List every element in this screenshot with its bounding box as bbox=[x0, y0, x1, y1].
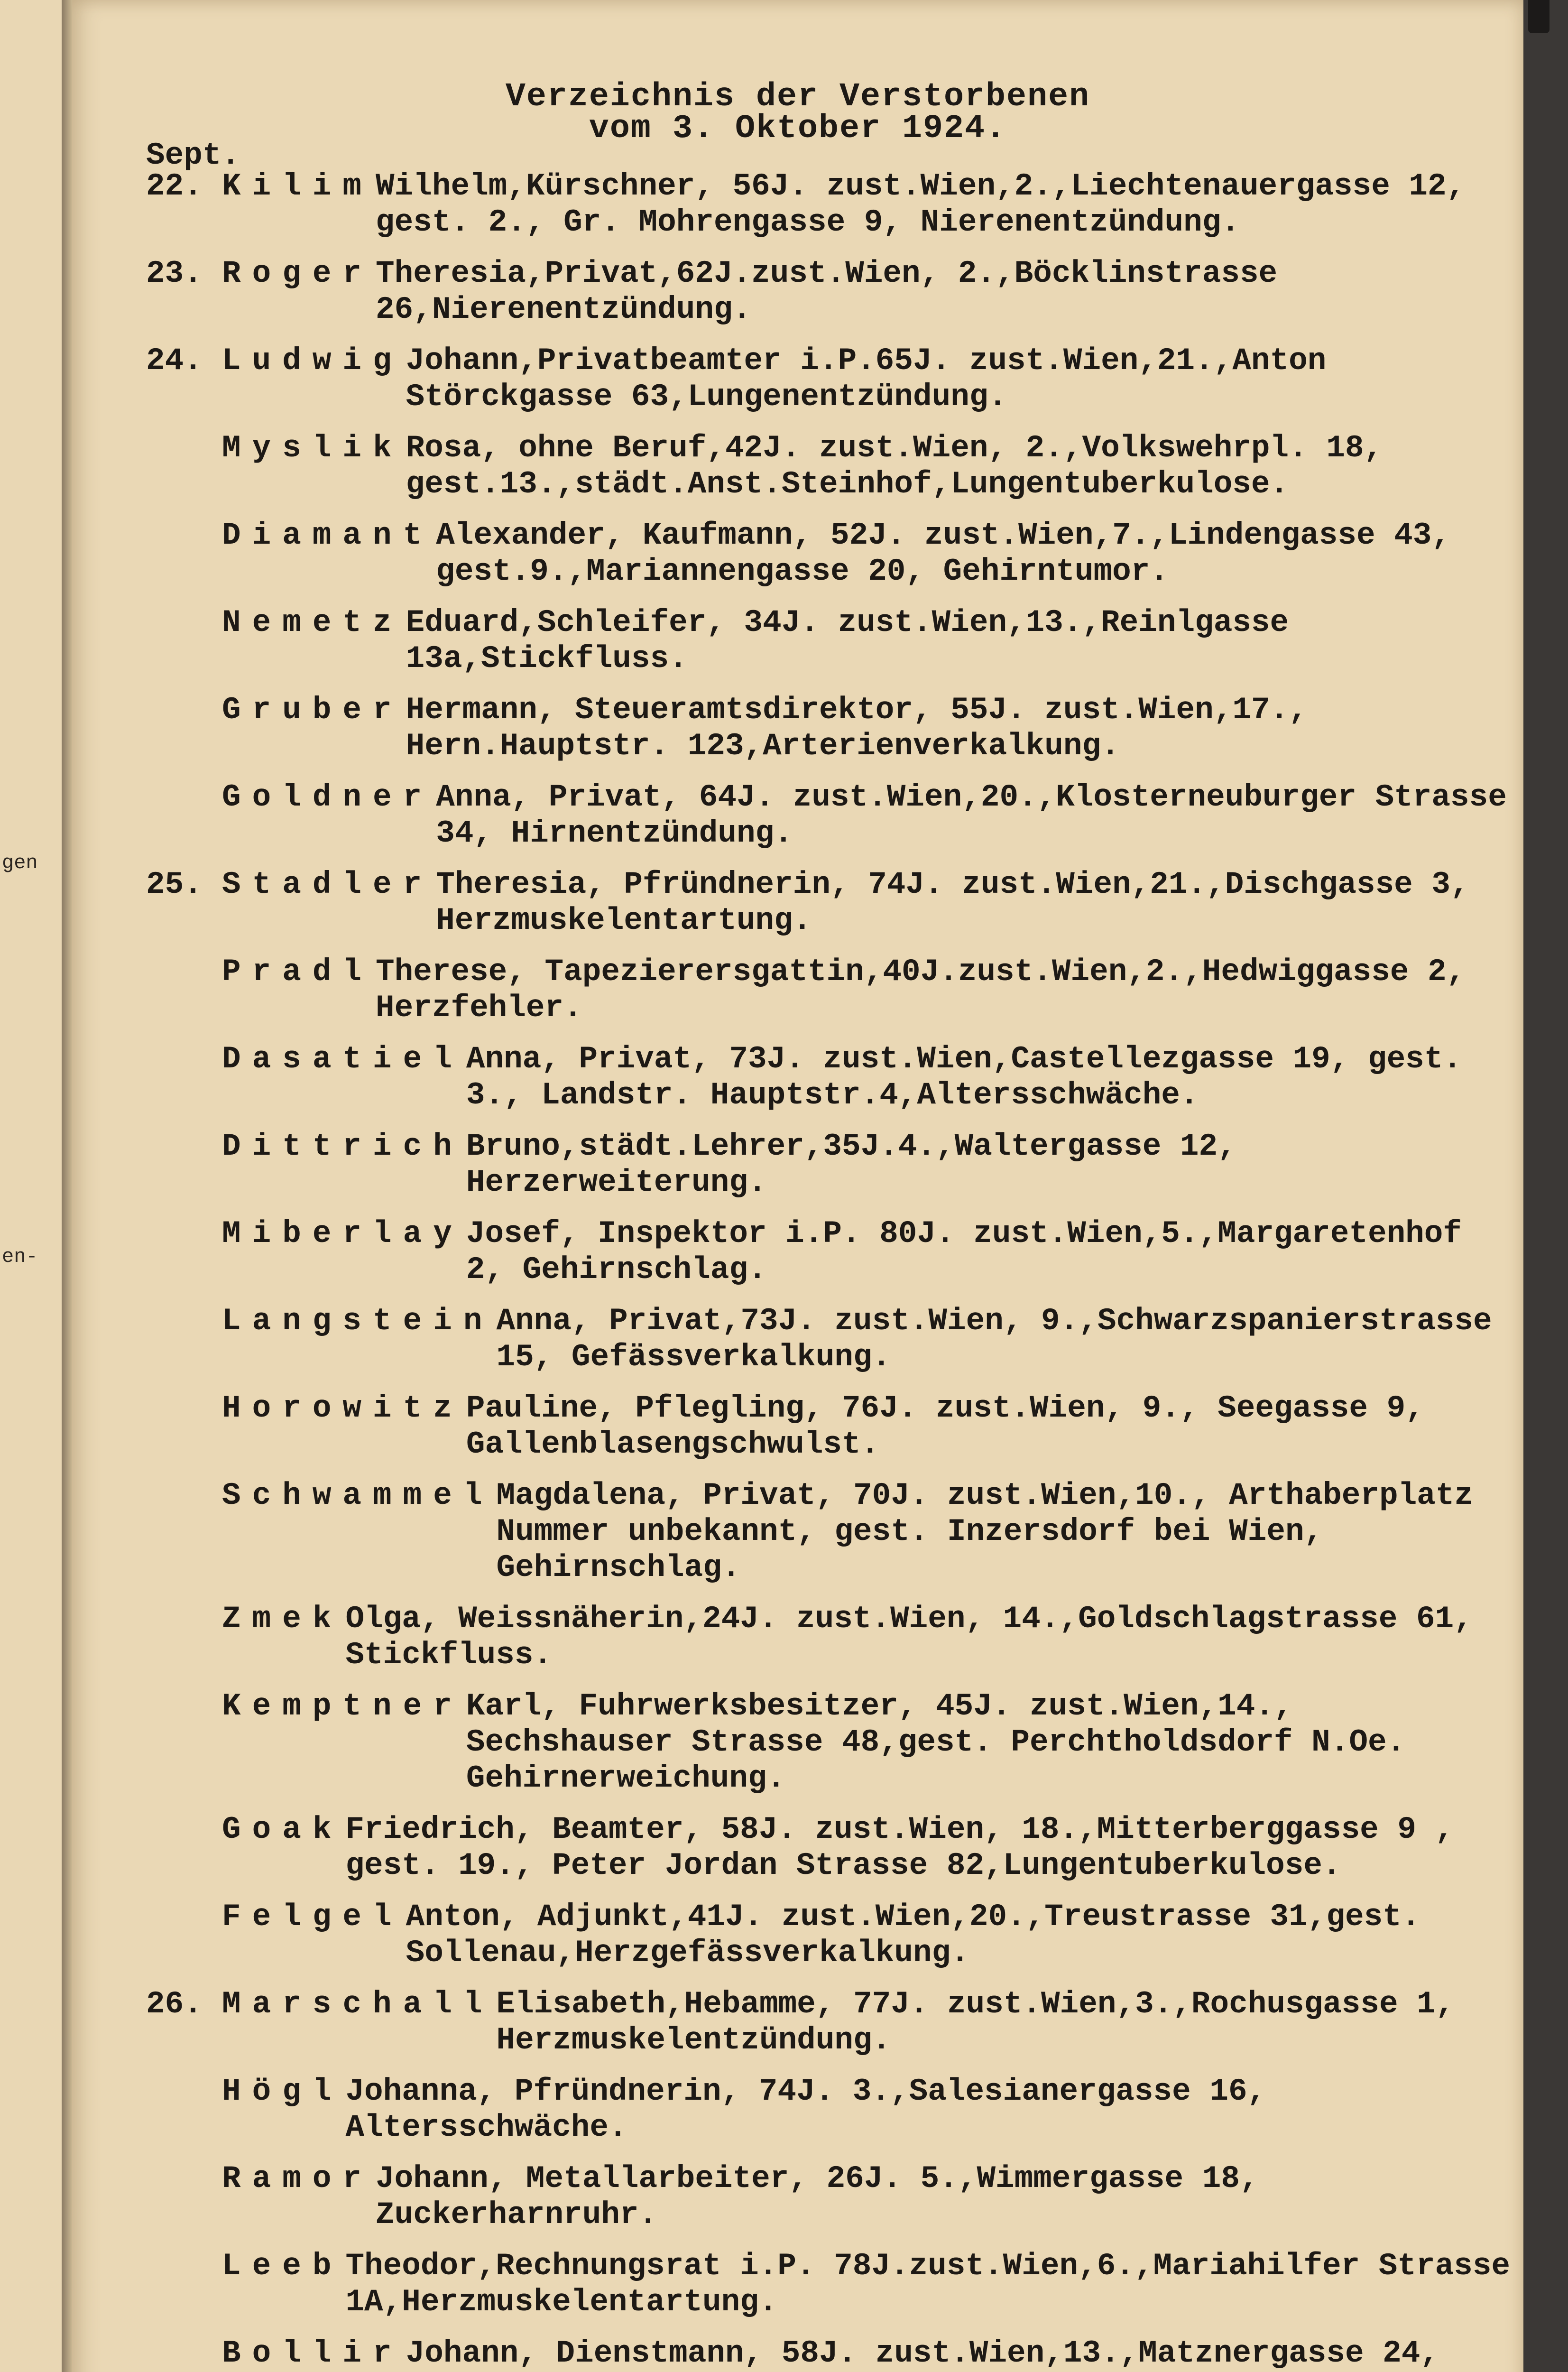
entry-surname: Miberlay bbox=[222, 1216, 463, 1251]
entry-details: Theresia,Privat,62J.zust.Wien, 2.,Böcklinstrasse 26,Nierenentzündung. bbox=[376, 256, 1278, 327]
document-page bbox=[72, 0, 1523, 2372]
entry-day bbox=[146, 1216, 222, 1288]
page-gutter bbox=[62, 0, 72, 2372]
register-entry bbox=[146, 1601, 1512, 1673]
register-entry bbox=[146, 2335, 1512, 2372]
register-entry bbox=[146, 1812, 1512, 1884]
register-entry bbox=[146, 779, 1512, 852]
entry-details: Rosa, ohne Beruf,42J. zust.Wien, 2.,Volkswehrpl. 18, gest.13.,städt.Anst.Steinhof,Lungentuberkulose. bbox=[406, 430, 1383, 502]
entry-surname: Ludwig bbox=[222, 343, 403, 379]
entry-day: 23. bbox=[146, 256, 203, 291]
entry-day bbox=[146, 518, 222, 590]
entry-day bbox=[146, 1899, 222, 1971]
register-entry bbox=[146, 954, 1512, 1026]
entry-surname: Felgel bbox=[222, 1899, 403, 1935]
entry-surname: Kemptner bbox=[222, 1688, 463, 1724]
entry-day bbox=[146, 1478, 222, 1586]
register-entry bbox=[146, 1986, 1512, 2058]
entry-day bbox=[146, 605, 222, 677]
register-entry bbox=[146, 1478, 1512, 1586]
register-entry bbox=[146, 867, 1512, 939]
entry-day bbox=[146, 1129, 222, 1201]
register-entry bbox=[146, 2161, 1512, 2233]
entry-day: 24. bbox=[146, 343, 203, 379]
entry-surname: Myslik bbox=[222, 430, 403, 466]
entry-day bbox=[146, 779, 222, 852]
entry-details: Wilhelm,Kürschner, 56J. zust.Wien,2.,Liechtenauergasse 12, gest. 2., Gr. Mohrengasse 9, Nierenentzündung. bbox=[376, 168, 1466, 240]
register-entry bbox=[146, 343, 1512, 415]
entry-details: Olga, Weissnäherin,24J. zust.Wien, 14.,Goldschlagstrasse 61, Stickfluss. bbox=[345, 1601, 1473, 1673]
register-entry bbox=[146, 1129, 1512, 1201]
previous-page-fragment: en- bbox=[2, 1245, 38, 1268]
entry-details: Anna, Privat,73J. zust.Wien, 9.,Schwarzspanierstrasse 15, Gefässverkalkung. bbox=[496, 1303, 1492, 1375]
entry-surname: Nemetz bbox=[222, 605, 403, 640]
entry-surname: Högl bbox=[222, 2074, 343, 2109]
register-entry bbox=[146, 518, 1512, 590]
entry-details: Magdalena, Privat, 70J. zust.Wien,10., Arthaberplatz Nummer unbekannt, gest. Inzersdorf bei Wien, Gehirnschlag. bbox=[496, 1478, 1474, 1585]
register-entry bbox=[146, 256, 1512, 328]
entry-day bbox=[146, 1303, 222, 1375]
entry-day bbox=[146, 2335, 222, 2372]
entry-surname: Kilim bbox=[222, 168, 373, 204]
entry-surname: Langstein bbox=[222, 1303, 494, 1339]
entry-surname: Goak bbox=[222, 1812, 343, 1847]
entry-details: Karl, Fuhrwerksbesitzer, 45J. zust.Wien,14., Sechshauser Strasse 48,gest. Perchtholdsdorf N.Oe. Gehirnerweichung. bbox=[466, 1688, 1406, 1796]
entry-details: Pauline, Pflegling, 76J. zust.Wien, 9., Seegasse 9, Gallenblasengschwulst. bbox=[466, 1390, 1424, 1462]
entry-day: 25. bbox=[146, 867, 203, 902]
register-entry bbox=[146, 2074, 1512, 2146]
entry-surname: Dittrich bbox=[222, 1129, 463, 1164]
previous-page-fragment: gen bbox=[2, 852, 38, 874]
entry-surname: Gruber bbox=[222, 692, 403, 728]
death-register-list bbox=[146, 168, 1512, 2372]
entry-day bbox=[146, 2074, 222, 2146]
register-entry bbox=[146, 2248, 1512, 2320]
entry-details: Hermann, Steueramtsdirektor, 55J. zust.Wien,17., Hern.Hauptstr. 123,Arterienverkalkung. bbox=[406, 692, 1308, 764]
entry-details: Josef, Inspektor i.P. 80J. zust.Wien,5.,Margaretenhof 2, Gehirnschlag. bbox=[466, 1216, 1462, 1288]
entry-details: Anna, Privat, 64J. zust.Wien,20.,Klosterneuburger Strasse 34, Hirnentzündung. bbox=[436, 779, 1507, 851]
entry-details: Theodor,Rechnungsrat i.P. 78J.zust.Wien,6.,Mariahilfer Strasse 1A,Herzmuskelentartung. bbox=[345, 2248, 1511, 2320]
entry-details: Anna, Privat, 73J. zust.Wien,Castellezgasse 19, gest. 3., Landstr. Hauptstr.4,Altersschwäche. bbox=[466, 1041, 1462, 1113]
entry-surname: Ramor bbox=[222, 2161, 373, 2196]
entry-surname: Leeb bbox=[222, 2248, 343, 2284]
register-entry bbox=[146, 1688, 1512, 1797]
entry-surname: Roger bbox=[222, 256, 373, 291]
entry-day bbox=[146, 1390, 222, 1463]
register-entry bbox=[146, 1899, 1512, 1971]
register-entry bbox=[146, 1390, 1512, 1463]
entry-day bbox=[146, 1041, 222, 1113]
entry-day bbox=[146, 2248, 222, 2320]
entry-day bbox=[146, 1688, 222, 1797]
entry-details: Johanna, Pfründnerin, 74J. 3.,Salesianergasse 16, Altersschwäche. bbox=[345, 2074, 1266, 2145]
entry-day bbox=[146, 430, 222, 502]
entry-surname: Diamant bbox=[222, 518, 434, 553]
entry-day bbox=[146, 954, 222, 1026]
register-entry bbox=[146, 168, 1512, 241]
entry-surname: Pradl bbox=[222, 954, 373, 990]
entry-surname: Marschall bbox=[222, 1986, 494, 2022]
page-title: Verzeichnis der Verstorbenen bbox=[505, 78, 1090, 116]
entry-details: Therese, Tapezierersgattin,40J.zust.Wien,2.,Hedwiggasse 2, Herzfehler. bbox=[376, 954, 1466, 1026]
register-entry bbox=[146, 1041, 1512, 1113]
entry-details: Johann, Dienstmann, 58J. zust.Wien,13.,Matznergasse 24, bbox=[406, 2335, 1439, 2371]
entry-details: Friedrich, Beamter, 58J. zust.Wien, 18.,Mitterberggasse 9 , gest. 19., Peter Jordan Strasse 82,Lungentuberkulose. bbox=[345, 1812, 1454, 1883]
entry-surname: Zmek bbox=[222, 1601, 343, 1637]
entry-day bbox=[146, 692, 222, 764]
entry-details: Bruno,städt.Lehrer,35J.4.,Waltergasse 12, Herzerweiterung. bbox=[466, 1129, 1236, 1200]
bookmark-ribbon bbox=[1528, 0, 1550, 33]
entry-details: Alexander, Kaufmann, 52J. zust.Wien,7.,Lindengasse 43, gest.9.,Mariannengasse 20, Gehirntumor. bbox=[436, 518, 1450, 589]
register-entry bbox=[146, 1216, 1512, 1288]
entry-day bbox=[146, 1812, 222, 1884]
register-entry bbox=[146, 1303, 1512, 1375]
entry-details: Johann,Privatbeamter i.P.65J. zust.Wien,21.,Anton Störckgasse 63,Lungenentzündung. bbox=[406, 343, 1327, 415]
entry-surname: Bollir bbox=[222, 2335, 403, 2371]
entry-details: Elisabeth,Hebamme, 77J. zust.Wien,3.,Rochusgasse 1, Herzmuskelentzündung. bbox=[496, 1986, 1455, 2058]
entry-details: Eduard,Schleifer, 34J. zust.Wien,13.,Reinlgasse 13a,Stickfluss. bbox=[406, 605, 1289, 676]
register-entry bbox=[146, 692, 1512, 764]
entry-details: Johann, Metallarbeiter, 26J. 5.,Wimmergasse 18, Zuckerharnruhr. bbox=[376, 2161, 1259, 2233]
entry-details: Theresia, Pfründnerin, 74J. zust.Wien,21.,Dischgasse 3, Herzmuskelentartung. bbox=[436, 867, 1469, 938]
entry-surname: Horowitz bbox=[222, 1390, 463, 1426]
entry-day: 22. bbox=[146, 168, 203, 204]
entry-surname: Stadler bbox=[222, 867, 434, 902]
previous-page-edge bbox=[0, 0, 62, 2372]
entry-surname: Goldner bbox=[222, 779, 434, 815]
month-label: Sept. bbox=[146, 138, 240, 173]
register-entry bbox=[146, 605, 1512, 677]
entry-details: Anton, Adjunkt,41J. zust.Wien,20.,Treustrasse 31,gest. Sollenau,Herzgefässverkalkung. bbox=[406, 1899, 1420, 1971]
page-subtitle: vom 3. Oktober 1924. bbox=[589, 110, 1007, 148]
register-entry bbox=[146, 430, 1512, 502]
entry-day bbox=[146, 1601, 222, 1673]
entry-surname: Schwammel bbox=[222, 1478, 494, 1513]
entry-day bbox=[146, 2161, 222, 2233]
entry-surname: Dasatiel bbox=[222, 1041, 463, 1077]
entry-day: 26. bbox=[146, 1986, 203, 2022]
